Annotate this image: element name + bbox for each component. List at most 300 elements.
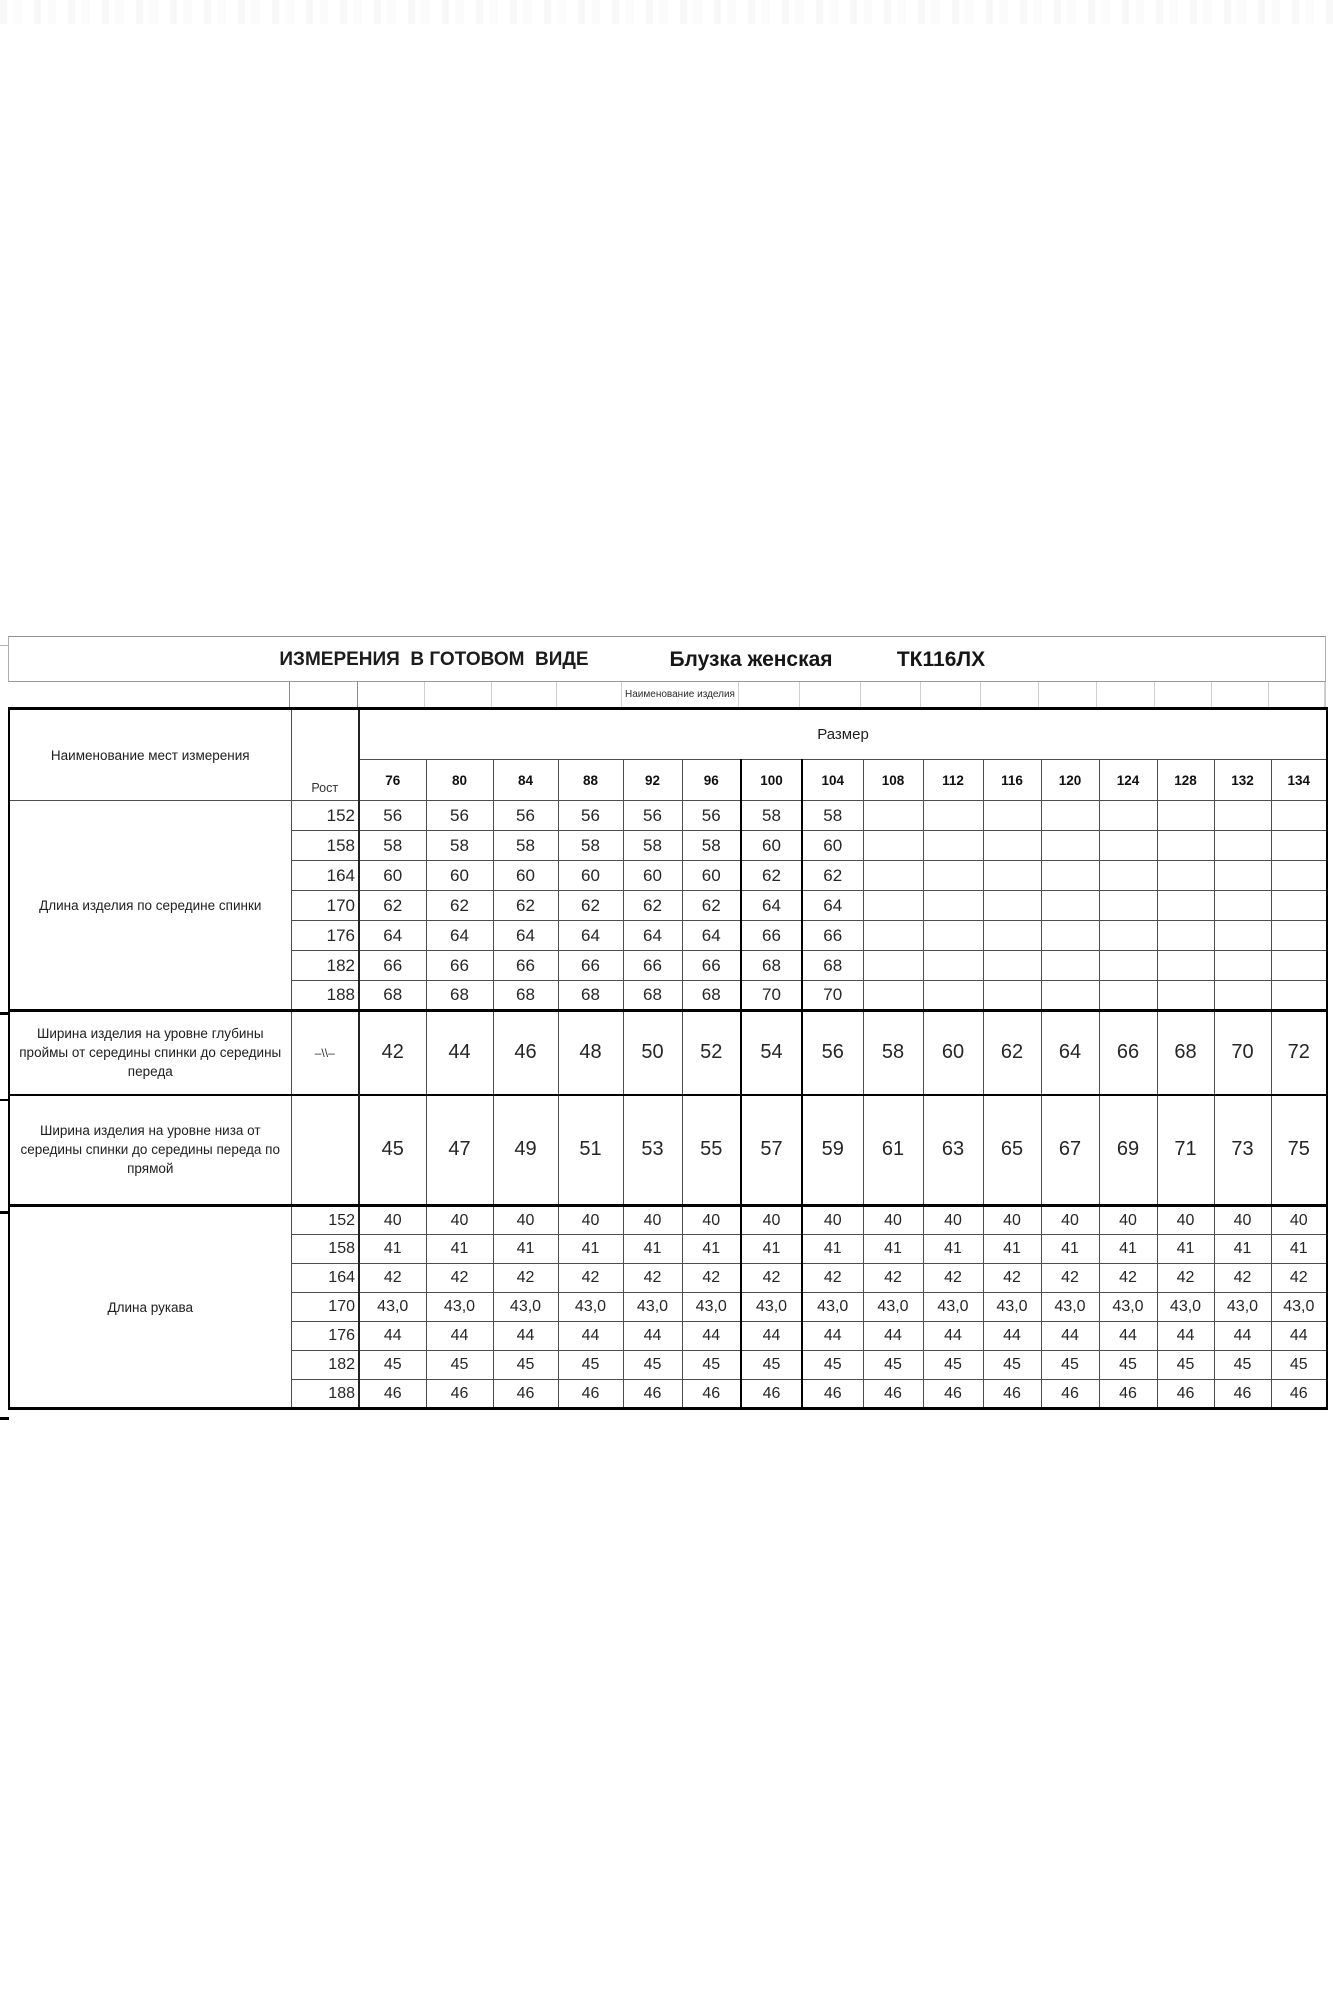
value-cell: 66 — [359, 951, 426, 981]
value-cell — [1099, 891, 1157, 921]
value-cell: 41 — [863, 1235, 923, 1264]
value-cell: 60 — [682, 861, 741, 891]
value-cell: 66 — [802, 921, 863, 951]
size-col-header: 92 — [623, 760, 682, 801]
value-cell: 70 — [1214, 1011, 1271, 1095]
value-cell: 45 — [682, 1351, 741, 1380]
value-cell: 49 — [493, 1095, 558, 1206]
grid-cell — [1212, 682, 1269, 707]
value-cell: 60 — [359, 861, 426, 891]
value-cell: 60 — [558, 861, 623, 891]
value-cell — [1099, 801, 1157, 831]
value-cell — [1099, 951, 1157, 981]
value-cell: 46 — [493, 1380, 558, 1409]
rost-cell: 176 — [291, 1322, 359, 1351]
section-name-cell: Ширина изделия на уровне низа от середины спинки до середины переда по прямой — [9, 1095, 291, 1206]
value-cell: 64 — [558, 921, 623, 951]
value-cell — [983, 861, 1041, 891]
value-cell: 62 — [802, 861, 863, 891]
value-cell — [923, 831, 983, 861]
value-cell: 66 — [741, 921, 802, 951]
value-cell: 58 — [623, 831, 682, 861]
value-cell: 40 — [682, 1206, 741, 1235]
value-cell: 42 — [359, 1011, 426, 1095]
value-cell: 62 — [623, 891, 682, 921]
size-col-header: 108 — [863, 760, 923, 801]
value-cell: 54 — [741, 1011, 802, 1095]
value-cell: 43,0 — [359, 1293, 426, 1322]
value-cell: 42 — [426, 1264, 493, 1293]
size-col-header: 132 — [1214, 760, 1271, 801]
value-cell: 42 — [1041, 1264, 1099, 1293]
value-cell: 64 — [493, 921, 558, 951]
value-cell: 73 — [1214, 1095, 1271, 1206]
value-cell: 45 — [426, 1351, 493, 1380]
value-cell: 64 — [426, 921, 493, 951]
value-cell: 42 — [1099, 1264, 1157, 1293]
value-cell — [863, 921, 923, 951]
value-cell: 45 — [493, 1351, 558, 1380]
value-cell: 40 — [983, 1206, 1041, 1235]
size-col-header: 134 — [1271, 760, 1327, 801]
rost-cell: 182 — [291, 1351, 359, 1380]
value-cell: 43,0 — [863, 1293, 923, 1322]
title-row — [8, 636, 1326, 682]
value-cell: 51 — [558, 1095, 623, 1206]
value-cell — [1041, 981, 1099, 1011]
value-cell: 46 — [623, 1380, 682, 1409]
value-cell — [863, 891, 923, 921]
value-cell: 57 — [741, 1095, 802, 1206]
value-cell: 44 — [802, 1322, 863, 1351]
value-cell: 44 — [1157, 1322, 1214, 1351]
value-cell: 56 — [426, 801, 493, 831]
value-cell: 44 — [493, 1322, 558, 1351]
value-cell: 53 — [623, 1095, 682, 1206]
value-cell: 46 — [1271, 1380, 1327, 1409]
value-cell: 42 — [623, 1264, 682, 1293]
value-cell — [1271, 951, 1327, 981]
value-cell — [983, 891, 1041, 921]
value-cell: 42 — [359, 1264, 426, 1293]
value-cell — [923, 891, 983, 921]
value-cell: 56 — [623, 801, 682, 831]
value-cell: 56 — [558, 801, 623, 831]
value-cell: 45 — [359, 1095, 426, 1206]
grid-cell — [8, 682, 290, 707]
value-cell — [1271, 891, 1327, 921]
rost-cell: 188 — [291, 1380, 359, 1409]
value-cell: 40 — [1041, 1206, 1099, 1235]
value-cell: 45 — [741, 1351, 802, 1380]
value-cell: 56 — [359, 801, 426, 831]
value-cell — [983, 801, 1041, 831]
value-cell: 44 — [1099, 1322, 1157, 1351]
value-cell: 42 — [558, 1264, 623, 1293]
value-cell: 72 — [1271, 1011, 1327, 1095]
value-cell: 46 — [558, 1380, 623, 1409]
grid-cell — [921, 682, 981, 707]
rost-cell: 158 — [291, 1235, 359, 1264]
value-cell: 40 — [923, 1206, 983, 1235]
value-cell: 45 — [923, 1351, 983, 1380]
value-cell: 41 — [1157, 1235, 1214, 1264]
value-cell: 45 — [863, 1351, 923, 1380]
value-cell: 40 — [1214, 1206, 1271, 1235]
value-cell — [1271, 801, 1327, 831]
value-cell: 45 — [558, 1351, 623, 1380]
section-name-cell: Длина рукава — [9, 1206, 291, 1409]
value-cell: 43,0 — [923, 1293, 983, 1322]
grid-cell — [861, 682, 921, 707]
value-cell — [1099, 921, 1157, 951]
value-cell: 60 — [741, 831, 802, 861]
value-cell: 68 — [558, 981, 623, 1011]
value-cell: 41 — [1041, 1235, 1099, 1264]
value-cell: 64 — [802, 891, 863, 921]
value-cell — [1214, 801, 1271, 831]
value-cell: 43,0 — [558, 1293, 623, 1322]
value-cell: 45 — [802, 1351, 863, 1380]
value-cell: 42 — [1157, 1264, 1214, 1293]
value-cell: 42 — [923, 1264, 983, 1293]
value-cell: 45 — [983, 1351, 1041, 1380]
value-cell: 68 — [426, 981, 493, 1011]
value-cell: 46 — [1099, 1380, 1157, 1409]
value-cell: 42 — [493, 1264, 558, 1293]
value-cell: 44 — [558, 1322, 623, 1351]
value-cell: 41 — [493, 1235, 558, 1264]
value-cell: 44 — [359, 1322, 426, 1351]
value-cell: 70 — [741, 981, 802, 1011]
grid-cell — [739, 682, 800, 707]
grid-cell — [492, 682, 557, 707]
value-cell: 45 — [1157, 1351, 1214, 1380]
grid-cell — [1269, 682, 1325, 707]
value-cell: 60 — [426, 861, 493, 891]
value-cell — [1214, 831, 1271, 861]
value-cell: 45 — [1041, 1351, 1099, 1380]
value-cell: 58 — [802, 801, 863, 831]
grid-cell — [290, 682, 358, 707]
product-code: ТК116ЛХ — [896, 648, 986, 671]
value-cell — [863, 951, 923, 981]
value-cell: 40 — [359, 1206, 426, 1235]
size-col-header: 112 — [923, 760, 983, 801]
value-cell — [1041, 951, 1099, 981]
value-cell: 42 — [1271, 1264, 1327, 1293]
value-cell: 45 — [359, 1351, 426, 1380]
value-cell — [1157, 981, 1214, 1011]
value-cell: 66 — [623, 951, 682, 981]
value-cell: 40 — [623, 1206, 682, 1235]
value-cell: 66 — [558, 951, 623, 981]
value-cell: 56 — [802, 1011, 863, 1095]
value-cell: 41 — [923, 1235, 983, 1264]
size-col-header: 100 — [741, 760, 802, 801]
value-cell: 44 — [1271, 1322, 1327, 1351]
value-cell: 44 — [1214, 1322, 1271, 1351]
rost-cell: 170 — [291, 1293, 359, 1322]
rost-cell: 152 — [291, 1206, 359, 1235]
value-cell — [923, 921, 983, 951]
value-cell — [923, 951, 983, 981]
razmer-header: Размер — [359, 709, 1327, 760]
size-col-header: 88 — [558, 760, 623, 801]
value-cell: 46 — [983, 1380, 1041, 1409]
value-cell: 46 — [1157, 1380, 1214, 1409]
value-cell: 62 — [558, 891, 623, 921]
value-cell: 45 — [623, 1351, 682, 1380]
size-col-header: 128 — [1157, 760, 1214, 801]
value-cell: 59 — [802, 1095, 863, 1206]
value-cell: 46 — [682, 1380, 741, 1409]
value-cell: 42 — [802, 1264, 863, 1293]
value-cell: 62 — [682, 891, 741, 921]
rost-cell: 170 — [291, 891, 359, 921]
value-cell: 43,0 — [1214, 1293, 1271, 1322]
product-name: Блузка женская — [669, 648, 833, 671]
value-cell: 68 — [623, 981, 682, 1011]
value-cell: 69 — [1099, 1095, 1157, 1206]
value-cell: 41 — [1099, 1235, 1157, 1264]
value-cell: 43,0 — [741, 1293, 802, 1322]
value-cell: 44 — [426, 1322, 493, 1351]
value-cell — [1041, 921, 1099, 951]
value-cell — [1041, 891, 1099, 921]
value-cell — [1271, 861, 1327, 891]
value-cell — [863, 831, 923, 861]
measurement-table — [8, 707, 1328, 1410]
value-cell: 62 — [426, 891, 493, 921]
value-cell: 42 — [1214, 1264, 1271, 1293]
value-cell — [1271, 921, 1327, 951]
value-cell: 64 — [741, 891, 802, 921]
value-cell: 62 — [983, 1011, 1041, 1095]
value-cell: 41 — [426, 1235, 493, 1264]
value-cell: 45 — [1099, 1351, 1157, 1380]
size-col-header: 80 — [426, 760, 493, 801]
value-cell — [863, 981, 923, 1011]
value-cell: 66 — [1099, 1011, 1157, 1095]
value-cell: 42 — [983, 1264, 1041, 1293]
value-cell: 46 — [923, 1380, 983, 1409]
rost-cell: 164 — [291, 1264, 359, 1293]
value-cell: 46 — [802, 1380, 863, 1409]
value-cell: 55 — [682, 1095, 741, 1206]
value-cell: 45 — [1271, 1351, 1327, 1380]
value-cell — [1099, 861, 1157, 891]
value-cell: 66 — [493, 951, 558, 981]
value-cell: 68 — [1157, 1011, 1214, 1095]
section-name-cell: Длина изделия по середине спинки — [9, 801, 291, 1011]
value-cell: 42 — [741, 1264, 802, 1293]
value-cell — [1157, 951, 1214, 981]
value-cell — [1214, 921, 1271, 951]
value-cell: 43,0 — [493, 1293, 558, 1322]
grid-cell — [557, 682, 622, 707]
value-cell — [1041, 831, 1099, 861]
value-cell — [1041, 801, 1099, 831]
value-cell: 67 — [1041, 1095, 1099, 1206]
value-cell: 40 — [1099, 1206, 1157, 1235]
rost-cell — [291, 1095, 359, 1206]
value-cell: 46 — [1041, 1380, 1099, 1409]
value-cell: 71 — [1157, 1095, 1214, 1206]
section-line-stub — [0, 1417, 9, 1420]
value-cell: 58 — [863, 1011, 923, 1095]
value-cell — [863, 861, 923, 891]
value-cell: 48 — [558, 1011, 623, 1095]
value-cell: 68 — [359, 981, 426, 1011]
value-cell: 41 — [682, 1235, 741, 1264]
value-cell: 60 — [623, 861, 682, 891]
section-name-cell: Ширина изделия на уровне глубины проймы от середины спинки до середины переда — [9, 1011, 291, 1095]
value-cell: 68 — [493, 981, 558, 1011]
value-cell: 46 — [863, 1380, 923, 1409]
value-cell: 41 — [1271, 1235, 1327, 1264]
value-cell: 64 — [359, 921, 426, 951]
value-cell: 58 — [741, 801, 802, 831]
value-cell: 75 — [1271, 1095, 1327, 1206]
name-col-header: Наименование мест измерения — [9, 709, 291, 801]
value-cell: 41 — [983, 1235, 1041, 1264]
value-cell: 43,0 — [983, 1293, 1041, 1322]
cropped-text-ghost — [0, 0, 1333, 24]
value-cell — [983, 981, 1041, 1011]
value-cell — [983, 951, 1041, 981]
value-cell — [1157, 831, 1214, 861]
value-cell: 58 — [359, 831, 426, 861]
value-cell: 40 — [493, 1206, 558, 1235]
value-cell — [1214, 951, 1271, 981]
value-cell — [1214, 861, 1271, 891]
value-cell: 40 — [863, 1206, 923, 1235]
product-label-row — [8, 682, 1326, 707]
value-cell — [1271, 981, 1327, 1011]
value-cell: 43,0 — [426, 1293, 493, 1322]
value-cell — [923, 801, 983, 831]
value-cell — [1041, 861, 1099, 891]
value-cell: 40 — [1271, 1206, 1327, 1235]
value-cell: 43,0 — [682, 1293, 741, 1322]
value-cell — [1157, 921, 1214, 951]
value-cell: 41 — [623, 1235, 682, 1264]
value-cell: 42 — [682, 1264, 741, 1293]
value-cell: 46 — [426, 1380, 493, 1409]
value-cell: 64 — [682, 921, 741, 951]
rost-cell: 158 — [291, 831, 359, 861]
value-cell: 44 — [983, 1322, 1041, 1351]
value-cell: 62 — [359, 891, 426, 921]
value-cell: 44 — [426, 1011, 493, 1095]
value-cell: 41 — [802, 1235, 863, 1264]
value-cell: 40 — [741, 1206, 802, 1235]
value-cell: 64 — [1041, 1011, 1099, 1095]
rost-cell: –\\– — [291, 1011, 359, 1095]
value-cell: 43,0 — [623, 1293, 682, 1322]
size-col-header: 96 — [682, 760, 741, 801]
value-cell: 43,0 — [1099, 1293, 1157, 1322]
value-cell: 65 — [983, 1095, 1041, 1206]
value-cell: 58 — [493, 831, 558, 861]
size-col-header: 124 — [1099, 760, 1157, 801]
grid-cell — [981, 682, 1039, 707]
value-cell: 63 — [923, 1095, 983, 1206]
value-cell: 43,0 — [1271, 1293, 1327, 1322]
value-cell: 42 — [863, 1264, 923, 1293]
value-cell — [923, 861, 983, 891]
value-cell: 68 — [741, 951, 802, 981]
rost-cell: 188 — [291, 981, 359, 1011]
value-cell: 46 — [493, 1011, 558, 1095]
value-cell: 68 — [802, 951, 863, 981]
value-cell: 66 — [426, 951, 493, 981]
value-cell: 46 — [741, 1380, 802, 1409]
grid-cell — [425, 682, 492, 707]
value-cell — [1099, 981, 1157, 1011]
value-cell: 40 — [558, 1206, 623, 1235]
value-cell: 45 — [1214, 1351, 1271, 1380]
size-col-header: 104 — [802, 760, 863, 801]
value-cell — [1214, 981, 1271, 1011]
size-col-header: 84 — [493, 760, 558, 801]
value-cell: 46 — [1214, 1380, 1271, 1409]
rost-cell: 152 — [291, 801, 359, 831]
value-cell — [1214, 891, 1271, 921]
grid-cell — [800, 682, 861, 707]
value-cell: 40 — [426, 1206, 493, 1235]
value-cell: 61 — [863, 1095, 923, 1206]
value-cell: 70 — [802, 981, 863, 1011]
value-cell: 47 — [426, 1095, 493, 1206]
rost-cell: 182 — [291, 951, 359, 981]
value-cell: 58 — [426, 831, 493, 861]
value-cell: 62 — [741, 861, 802, 891]
value-cell: 46 — [359, 1380, 426, 1409]
value-cell — [983, 831, 1041, 861]
value-cell: 68 — [682, 981, 741, 1011]
value-cell: 43,0 — [1157, 1293, 1214, 1322]
value-cell — [1157, 861, 1214, 891]
product-label: Наименование изделия — [622, 682, 740, 707]
value-cell: 66 — [682, 951, 741, 981]
value-cell: 44 — [923, 1322, 983, 1351]
value-cell — [1271, 831, 1327, 861]
value-cell: 60 — [923, 1011, 983, 1095]
value-cell: 58 — [682, 831, 741, 861]
value-cell: 56 — [493, 801, 558, 831]
value-cell — [1157, 891, 1214, 921]
grid-cell — [358, 682, 425, 707]
value-cell: 40 — [802, 1206, 863, 1235]
size-col-header: 76 — [359, 760, 426, 801]
value-cell: 41 — [741, 1235, 802, 1264]
value-cell: 40 — [1157, 1206, 1214, 1235]
value-cell: 62 — [493, 891, 558, 921]
value-cell: 43,0 — [802, 1293, 863, 1322]
value-cell: 60 — [493, 861, 558, 891]
value-cell: 60 — [802, 831, 863, 861]
value-cell — [983, 921, 1041, 951]
value-cell: 44 — [863, 1322, 923, 1351]
value-cell: 44 — [623, 1322, 682, 1351]
value-cell — [863, 801, 923, 831]
value-cell: 44 — [682, 1322, 741, 1351]
value-cell — [923, 981, 983, 1011]
size-col-header: 116 — [983, 760, 1041, 801]
value-cell: 58 — [558, 831, 623, 861]
